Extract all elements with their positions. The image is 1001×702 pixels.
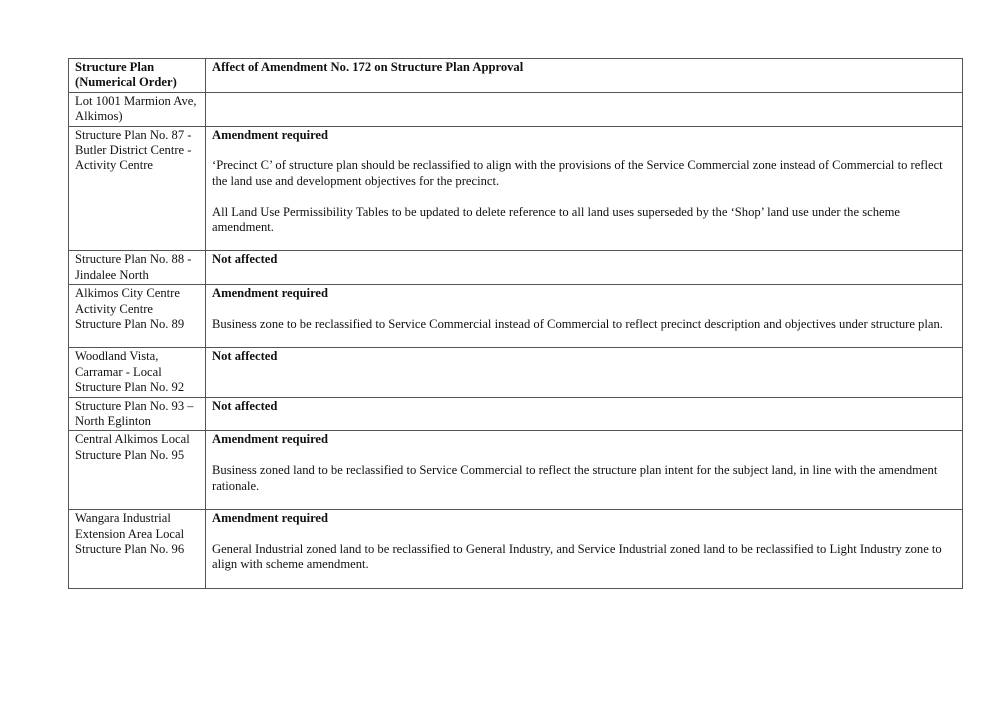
- header-amendment-affect: Affect of Amendment No. 172 on Structure Plan Approval: [206, 59, 963, 93]
- amendment-status: Not affected: [212, 349, 278, 364]
- table-row: [69, 285, 963, 348]
- amendment-detail: All Land Use Permissibility Tables to be updated to delete reference to all land uses superseded by the ‘Shop’ land use under the scheme amendment.: [212, 204, 900, 235]
- amendment-affect-cell: [206, 431, 963, 510]
- structure-plan-name: Central Alkimos Local Structure Plan No. 95: [69, 431, 206, 510]
- amendment-status: Not affected: [212, 398, 278, 413]
- amendment-affect-cell: [206, 510, 963, 589]
- table-header-row: [69, 59, 963, 93]
- structure-plan-name: Woodland Vista, Carramar - Local Structure Plan No. 92: [69, 348, 206, 397]
- amendment-status: Amendment required: [212, 511, 329, 526]
- amendment-detail: ‘Precinct C’ of structure plan should be reclassified to align with the provisions of the Service Commercial zone instead of Commercial to reflect the land use and development objectives for the precinct.: [212, 158, 943, 188]
- table-row: [69, 348, 963, 397]
- table-row: [69, 431, 963, 510]
- structure-plan-name: Structure Plan No. 93 – North Eglinton: [69, 397, 206, 431]
- amendment-detail: General Industrial zoned land to be reclassified to General Industry, and Service Industrial zoned land to be reclassified to Light Industry zone to align with scheme amendment.: [212, 541, 942, 572]
- table-row: [69, 92, 963, 126]
- structure-plan-name: Structure Plan No. 87 - Butler District Centre - Activity Centre: [69, 126, 206, 251]
- amendment-affect-cell: [206, 126, 963, 251]
- structure-plan-name: Alkimos City Centre Activity Centre Structure Plan No. 89: [69, 285, 206, 348]
- document-page: [68, 58, 962, 589]
- amendment-affect-cell: [206, 92, 963, 126]
- table-row: [69, 510, 963, 589]
- structure-plan-name: Lot 1001 Marmion Ave, Alkimos): [69, 92, 206, 126]
- amendment-affect-cell: [206, 251, 963, 285]
- amendment-detail: Business zone to be reclassified to Service Commercial instead of Commercial to reflect precinct description and objectives under structure plan.: [212, 317, 943, 332]
- amendment-status: Amendment required: [212, 127, 329, 142]
- amendment-affect-cell: [206, 348, 963, 397]
- amendment-detail: Business zoned land to be reclassified to Service Commercial to reflect the structure plan intent for the subject land, in line with the amendment rationale.: [212, 463, 938, 493]
- structure-plan-name: Wangara Industrial Extension Area Local Structure Plan No. 96: [69, 510, 206, 589]
- header-structure-plan: Structure Plan (Numerical Order): [69, 59, 206, 93]
- structure-plan-table: [68, 58, 963, 589]
- amendment-status: Amendment required: [212, 432, 329, 447]
- amendment-affect-cell: [206, 285, 963, 348]
- table-row: [69, 397, 963, 431]
- amendment-status: Amendment required: [212, 286, 329, 301]
- amendment-affect-cell: [206, 397, 963, 431]
- table-row: [69, 126, 963, 251]
- structure-plan-name: Structure Plan No. 88 - Jindalee North: [69, 251, 206, 285]
- amendment-status: Not affected: [212, 252, 278, 267]
- table-row: [69, 251, 963, 285]
